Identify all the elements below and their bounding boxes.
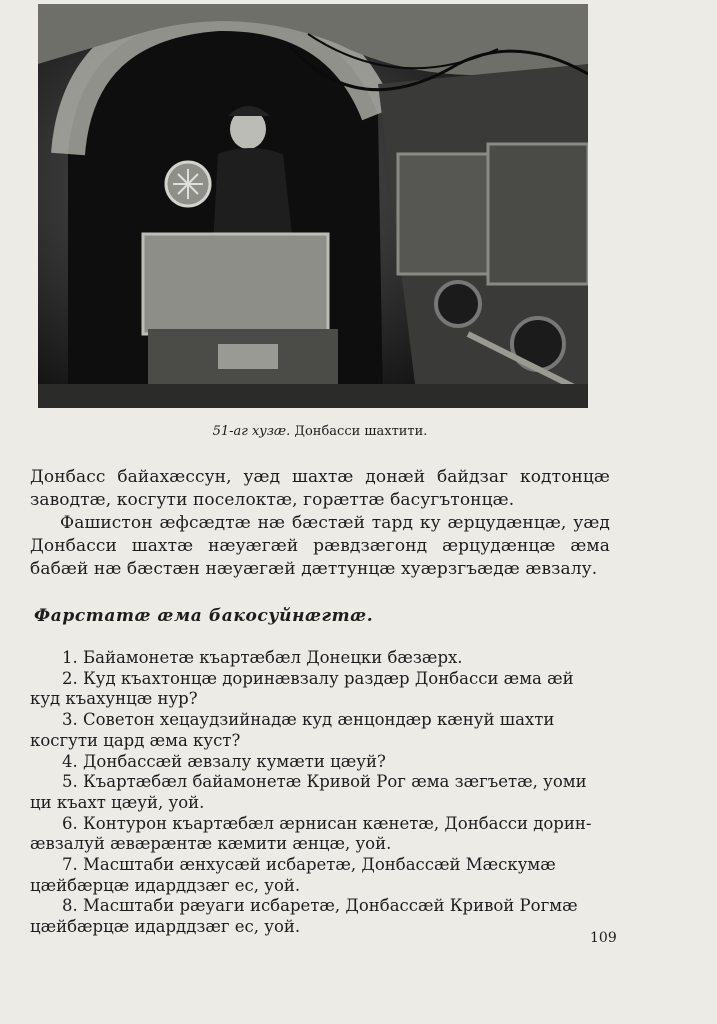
section-heading: Фарстатæ æма бакосуйнæгтæ. (34, 606, 374, 626)
list-item (30, 855, 620, 896)
question-list (30, 648, 620, 938)
page-number: 109 (590, 930, 617, 946)
question-line: 3. Советон хецаудзийнадæ куд æнцондæр кæнуй шахти (62, 710, 555, 730)
list-item (30, 752, 620, 773)
question-line: 6. Контурон къартæбæл æрнисан кæнетæ, Донбасси дорин- (62, 813, 592, 833)
list-item (30, 896, 620, 937)
list-item (30, 710, 620, 751)
question-line: 5. Къартæбæл байамонетæ Кривой Рог æма зæгъетæ, уоми (62, 772, 587, 792)
list-item (30, 648, 620, 669)
caption-number: 51-аг хузæ. (212, 424, 291, 439)
question-line: 1. Байамонетæ къартæбæл Донецки бæзæрх. (62, 648, 463, 667)
question-continuation: æвзалуй æвæрæнтæ кæмити æнцæ, уой. (30, 834, 392, 854)
question-continuation: ци къахт цæуй, уой. (30, 792, 205, 812)
mine-tunnel-illustration (38, 4, 588, 408)
list-item (30, 772, 620, 813)
question-continuation: цæйбæрцæ идарддзæг ес, уой. (30, 875, 301, 895)
list-item (30, 669, 620, 710)
mine-photo (38, 4, 588, 408)
question-continuation: косгути цард æма куст? (30, 730, 241, 750)
question-line: 2. Куд къахтонцæ доринæвзалу раздæр Донбасси æма æй (62, 668, 574, 688)
caption-text: Донбасси шахтити. (294, 424, 428, 439)
question-line: 7. Масштаби æнхусæй исбаретæ, Донбассæй Мæскумæ (62, 855, 556, 875)
question-line: 4. Донбассæй æвзалу кумæти цæуй? (62, 751, 386, 771)
question-line: 8. Масштаби рæуаги исбаретæ, Донбассæй Кривой Рогмæ (62, 896, 578, 916)
list-item (30, 814, 620, 855)
question-continuation: куд къахунцæ нур? (30, 689, 198, 709)
photo-caption (0, 424, 640, 439)
paragraph-2: Фашистон æфсæдтæ нæ бæстæй тард ку æрцудæнцæ, уæд Донбасси шахтæ нæуæгæй рæвдзæгонд æрцудæнцæ æма бабæй нæ бæстæн нæуæгæй дæттунцæ хуæрзгъæдæ æвзалу. (30, 513, 610, 579)
question-continuation: цæйбæрцæ идарддзæг ес, уой. (30, 917, 301, 937)
paragraph-1: Донбасс байахæссун, уæд шахтæ донæй байдзаг кодтонцæ заводтæ, косгути поселоктæ, горæттæ басугътонцæ. (30, 467, 610, 510)
